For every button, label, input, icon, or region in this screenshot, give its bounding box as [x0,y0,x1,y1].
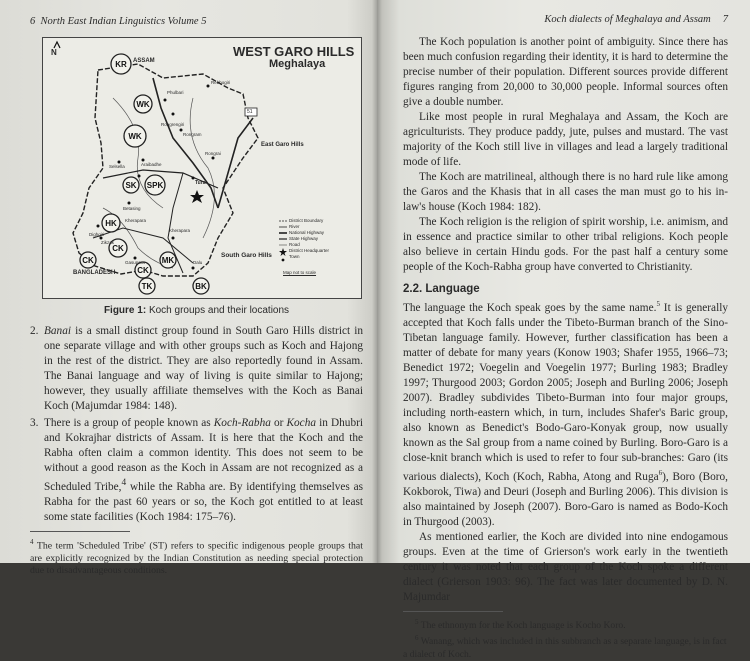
map-label-east-garo: East Garo Hills [261,142,304,148]
section-heading: 2.2. Language [403,283,480,295]
figure-caption: Figure 1: Koch groups and their locations [103,305,290,316]
circle-TK: TK [141,282,153,291]
left-page [0,0,377,577]
map-place: Selsella [109,164,125,169]
footnote-5: $^5$ The ethnonym for the Koch language is Kocho Koro. [415,617,626,631]
numbered-list [30,324,363,525]
tura-star-icon [190,190,204,203]
circle-CK: CK [112,244,124,253]
running-head-text: 6 North East Indian Linguistics Volume 5 [30,16,207,27]
map-north-label: N [51,48,57,57]
footnote-4: $^4$ The term 'Scheduled Tribe' (ST) refers to specific indigenous people groups that are explicitly recognized by the Indian Constitution as needing special protection due to disadvantageous conditions. [30,537,364,577]
map-road-number: 51 [247,109,253,115]
paragraph: As mentioned earlier, the Koch are divided into nine endogamous groups. Even at the time of Grierson's work early in the twentieth century it was noted that each group of the Koch spoke a different dialect (Grierson 1903: 96). The fact was later documented by D. N. Majumdar [403,530,728,603]
circle-CK-2: CK [82,256,94,265]
circle-HK: HK [105,219,117,228]
map-place: Rongrengiri [161,122,185,127]
map-title: WEST GARO HILLS [233,44,355,59]
paragraph: Like most people in rural Meghalaya and Assam, the Koch are agriculturists. They produce paddy, jute, pulses and mustard. The vast majority of the Koch still live in villages and lead a largely traditional mode of life. [403,111,728,168]
circle-SK: SK [125,181,137,190]
map-place: Kherapara [169,228,191,233]
list-item: 3. There is a group of people known as Koch-Rabha or Kocha in Dhubri and Kokrajhar districts of Assam. It is here that the Koch and the Rabha often claim a common identity. This does not seem to be without a good reason as the Koch in Assam are not recognized as a Scheduled Tribe,$^4$ while the Rabha are. By identifying themselves as Rabha for the past 60 years or so, the Koch got entitled to at least some state facilities (Koch 1984: 175–76). [30,417,363,523]
circle-KR: KR [115,60,127,69]
right-page [377,0,750,660]
circle-MK: MK [161,256,175,265]
map-scale-note: Map not to scale [283,270,317,275]
map-place: Dalu [193,260,203,265]
running-head-page: 7 [722,14,728,25]
map-subtitle: Meghalaya [269,58,326,70]
map-place: Gasupara [125,260,145,265]
map-label-assam: ASSAM [133,58,155,64]
map-place-tura: Tura [195,180,206,186]
circle-WK: WK [136,100,150,109]
list-item: 2. Banai is a small distinct group found in South Garo Hills district in one separate village and with other groups such as Koch and Hajong in the rest of the district. They are also reportedly found in Assam. The Banai language and way of living is quite similar to Hajong; however, they usually affiliate themselves with the Koch as Banai Koch (Majumdar 1984: 148). [30,325,363,412]
paragraph: The Koch are matrilineal, although there is no hard rule like among the Garos and the Khasis that in all cases the man must go to his in-law's house (Koch 1984: 182). [403,171,728,213]
map-place: Phulbari [167,90,184,95]
footnote-rule [30,531,130,532]
paragraph: The language the Koch speak goes by the same name.$^5$ It is generally accepted that Koch falls under the Tibeto-Burman branch of the Sino-Tibetan language family. However, further classification has been a matter of debate for many years (Konow 1903; Shafer 1955, 1966–73; Benedict 1972; Voegelin and Voegelin 1977; Burling 1983; Bradley 1997; Thurgood 2003; Gordon 2005; Joseph and Burling 2006; Joseph 2007). Bradley subdivides Tibeto-Burman into four major groups, including north-eastern which, in turn, includes Shafer's Baric group, also known as Benedict's Bodo-Garo-Konyak group, now usually known as the Sal group from a name coined by Burling. Boro-Garo is a close-knit branch which is used to refer to four sub-branches: Garo (its various dialects), Koch (Koch, Rabha, Atong and Ruga$^6$), Boro (Boro, Kokborok, Tiwa) and Deuri (Joseph and Burling 2006). This division is also maintained by Joseph (2007). Boro-Garo is named as Bodo-Koch in Thurgood (2003). [403,300,728,528]
map-place: Rongrai [205,151,221,156]
map-place: Betasing [123,206,141,211]
map-place: Rongram [183,132,202,137]
map-place: Dighgiri [89,232,105,237]
circle-CK-3: CK [137,266,149,275]
koch-groups-map [42,37,362,299]
map-place: Kherapara [125,218,147,223]
circle-BK: BK [195,282,207,291]
map-place: Rebbogiri [211,80,231,85]
book-gutter [372,0,382,563]
map-legend: District Boundary River National Highway State Highway Road District Headquarter Town [289,218,330,259]
circle-WK-2: WK [128,132,142,141]
footnote-rule [403,611,503,612]
circle-SPK: SPK [146,181,164,190]
map-label-south-garo: South Garo Hills [221,252,272,259]
paragraph: The Koch population is another point of ambiguity. Since there has been much confusion regarding their identity, it is hard to determine the precise number of their population. Different sources provide different figures ranging from 20,000 to 30,000 people. Informal sources often give a double number. [403,36,728,108]
map-place: Zikzak [101,240,115,245]
map-place: Araibadhe [141,162,162,167]
paragraph: The Koch religion is the religion of spirit worship, i.e. animism, and in essence and practice similar to other tribal religions. Koch people also believe in certain Hindu gods. For the past half a century some people of the Koch-Rabha group have converted to Christianity. [403,216,728,273]
map-label-bangladesh: BANGLADESH [73,270,116,276]
running-head-left [30,16,363,27]
footnote-6: $^6$ Wanang, which was included in this subbranch as a separate language, is in fact a dialect of Koch. [403,634,727,660]
running-head-title: Koch dialects of Meghalaya and Assam [544,14,711,25]
running-head-right [403,14,728,25]
